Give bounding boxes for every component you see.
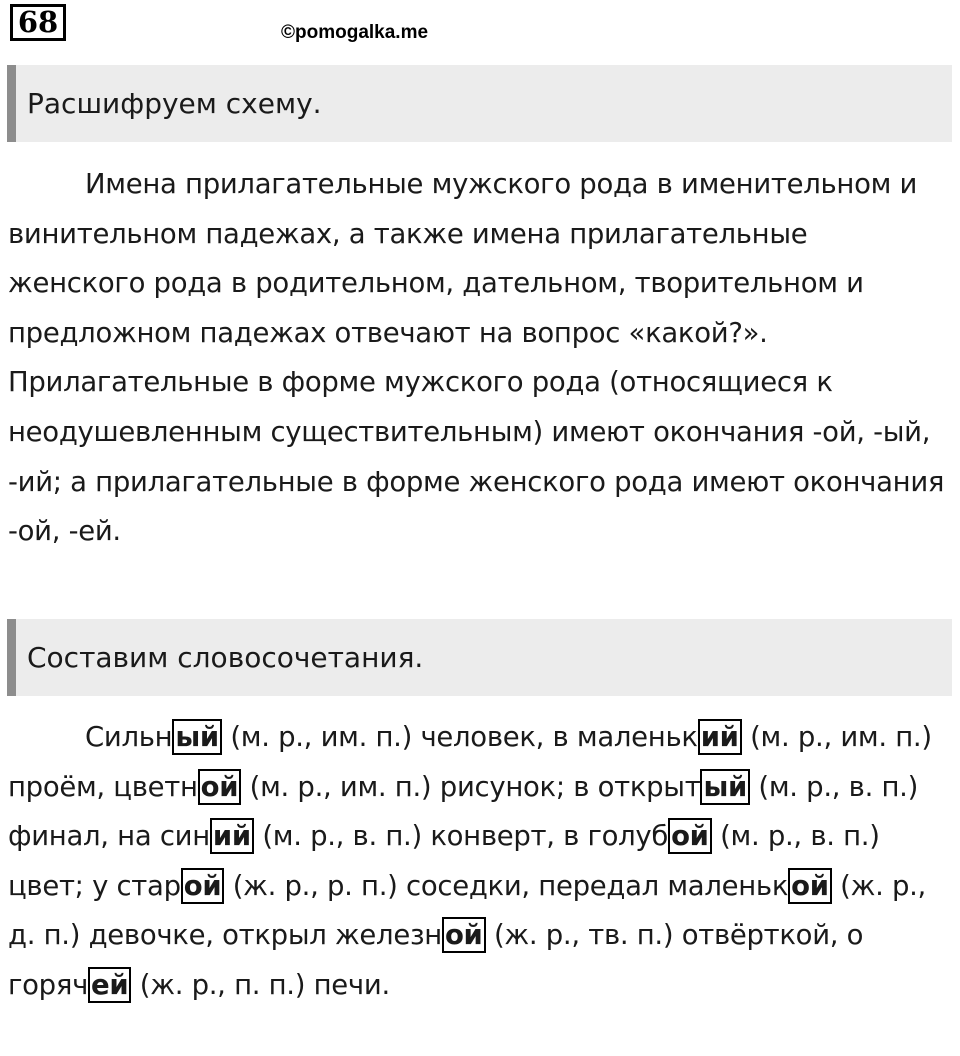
phrase-text: (м. р., в. п.) цвет; у стар <box>8 820 880 902</box>
boxed-ending: ой <box>668 818 712 854</box>
boxed-ending: ий <box>698 719 742 755</box>
phrase-text: (м. р., им. п.) рисунок; в открыт <box>241 770 701 803</box>
phrases-paragraph <box>8 713 952 1011</box>
phrase-text: (ж. р., тв. п.) отвёрткой, о горяч <box>8 919 864 1001</box>
phrase-text: (м. р., им. п.) проём, цветн <box>8 721 932 803</box>
section-heading-compose-phrases: Составим словосочетания. <box>7 619 952 696</box>
boxed-ending: ой <box>181 868 225 904</box>
phrase-text: (м. р., им. п.) человек, в маленьк <box>221 721 698 753</box>
phrase-text: (м. р., в. п.) финал, на син <box>8 770 919 853</box>
boxed-ending: ый <box>172 719 222 755</box>
boxed-ending: ой <box>442 917 486 953</box>
page-number: 68 <box>10 4 66 41</box>
phrase-text: (ж. р., р. п.) соседки, передал маленьк <box>224 869 789 902</box>
section-heading-decode-scheme: Расшифруем схему. <box>7 65 952 142</box>
boxed-ending: ой <box>198 769 242 805</box>
phrase-text: Сильн <box>85 721 173 753</box>
rule-paragraph: Имена прилагательные мужского рода в именительном и винительном падежах, а также имена прилагательные женского рода в родительном, дательном, творительном и предложном падежах отвечают на вопрос «какой?». Прилагательные в форме мужского рода (относящиеся к неодушевленным существительным) имеют окончания -ой, -ый, -ий; а прилагательные в форме женского рода имеют окончания -ой, -ей. <box>8 168 945 548</box>
phrase-text: (ж. р., п. п.) печи. <box>131 968 390 1001</box>
boxed-ending: ий <box>210 818 254 854</box>
boxed-ending: ой <box>788 868 832 904</box>
boxed-ending: ей <box>88 967 131 1003</box>
phrase-text: (м. р., в. п.) конверт, в голуб <box>253 820 669 853</box>
phrase-text: (ж. р., д. п.) девочке, открыл железн <box>8 869 926 952</box>
boxed-ending: ый <box>700 769 750 805</box>
watermark: ©pomogalka.me <box>281 22 429 43</box>
